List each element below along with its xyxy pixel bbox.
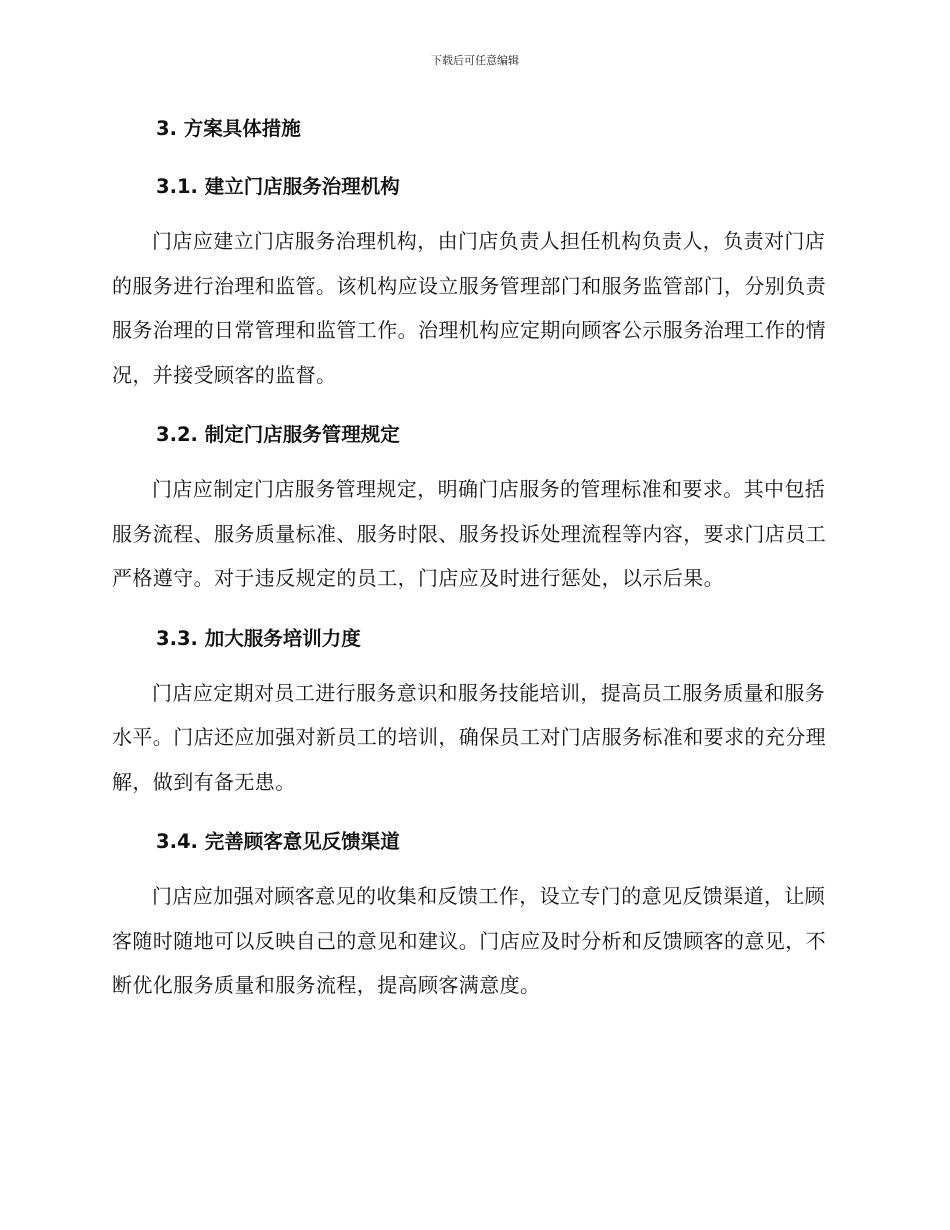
paragraph-3-1: 门店应建立门店服务治理机构，由门店负责人担任机构负责人，负责对门店的服务进行治理和监管。该机构应设立服务管理部门和服务监管部门，分别负责服务治理的日常管理和监管工作。治理机构应定期向顾客公示服务治理工作的情况，并接受顾客的监督。: [112, 229, 826, 387]
subsection-heading-3-2: 3.2. 制定门店服务管理规定: [156, 423, 400, 446]
section-heading: 3. 方案具体措施: [156, 117, 301, 140]
paragraph-3-2: 门店应制定门店服务管理规定，明确门店服务的管理标准和要求。其中包括服务流程、服务质量标准、服务时限、服务投诉处理流程等内容，要求门店员工严格遵守。对于违反规定的员工，门店应及时进行惩处，以示后果。: [112, 477, 826, 590]
subsection-heading-3-4: 3.4. 完善顾客意见反馈渠道: [156, 830, 400, 853]
paragraph-3-3: 门店应定期对员工进行服务意识和服务技能培训，提高员工服务质量和服务水平。门店还应加强对新员工的培训，确保员工对门店服务标准和要求的充分理解，做到有备无患。: [112, 680, 826, 794]
document-body: [112, 111, 834, 1028]
subsection-heading-3-1: 3.1. 建立门店服务治理机构: [156, 175, 400, 198]
subsection-heading-3-3: 3.3. 加大服务培训力度: [156, 626, 361, 650]
paragraph-3-4: 门店应加强对顾客意见的收集和反馈工作，设立专门的意见反馈渠道，让顾客随时随地可以反映自己的意见和建议。门店应及时分析和反馈顾客的意见，不断优化服务质量和服务流程，提高顾客满意度。: [112, 884, 826, 997]
page-header: 下载后可任意编辑: [431, 54, 519, 67]
